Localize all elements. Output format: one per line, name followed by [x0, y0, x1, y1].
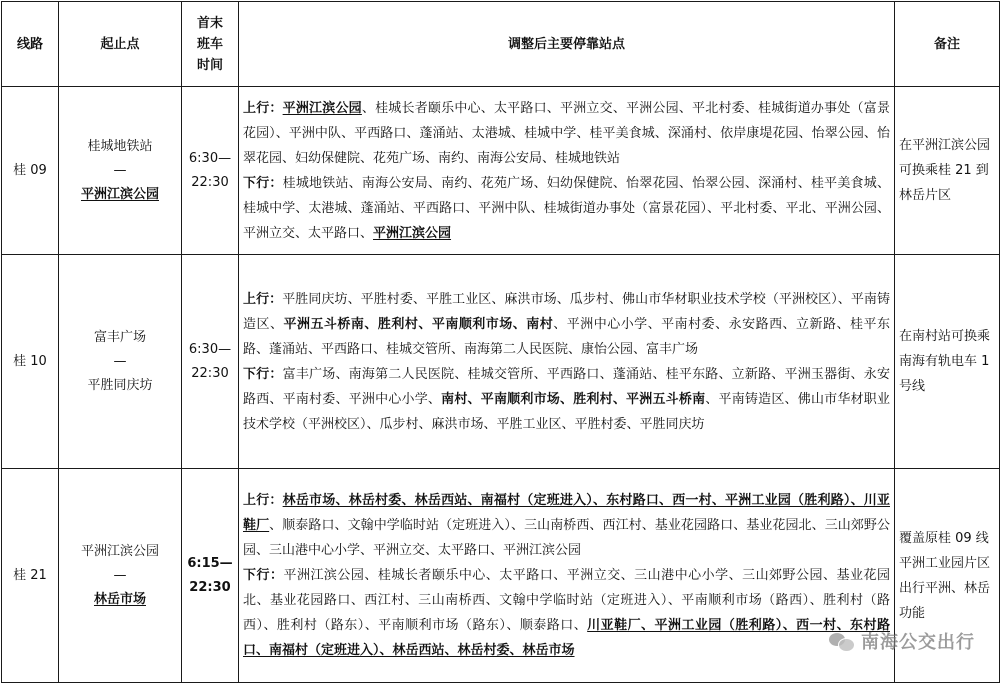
down-direction	[243, 171, 890, 246]
up-direction	[243, 287, 890, 362]
dash: —	[113, 353, 127, 369]
table-row	[2, 255, 1000, 469]
up-stops	[243, 101, 890, 166]
stop-text: 、桂城长者颐乐中心、太平路口、平洲立交、平洲公园、平北村委、桂城街道办事处（富景花园）、平洲中队、平西路口、蓬涌站、太港城、桂城中学、桂平美食城、深涌村、依岸康堤花园、怡翠公园、怡翠花园、妇幼保健院、花苑广场、南约、南海公安局、桂城地铁站	[243, 100, 890, 166]
start-stop: 平洲江滨公园	[80, 543, 159, 559]
down-stops	[243, 176, 890, 241]
dash: —	[113, 567, 127, 583]
down-stops	[243, 367, 890, 432]
stop-text: 平胜同庆坊、平胜村委、平胜工业区、麻洪市场、瓜步村、佛山市华材职业技术学校（平洲校区）、平南铸造区、	[243, 291, 890, 332]
stop-text: 平洲江滨公园、桂城长者颐乐中心、太平路口、平洲立交、三山港中心小学、三山郊野公园、基业花园北、基业花园路口、西江村、三山南桥西、文翰中学临时站（定班进入）、平南顺利市场（路西）、胜利村（路西）、胜利村（路东）、平南顺利市场（路东）、顺泰路口、	[243, 568, 890, 633]
time-cell	[182, 469, 239, 683]
up-label: 上行：	[243, 100, 283, 116]
header-times-line: 首末	[196, 15, 223, 31]
down-label: 下行：	[243, 175, 283, 191]
route-cell: 桂 09	[2, 87, 59, 255]
remark-cell: 覆盖原桂 09 线平洲工业园片区出行平洲、林岳功能	[895, 469, 1000, 683]
down-label: 下行：	[243, 568, 284, 583]
header-times	[182, 2, 239, 87]
end-stop: 林岳市场	[93, 591, 146, 607]
wechat-icon	[829, 631, 855, 651]
last-time: 22:30	[191, 365, 229, 381]
key-stop-text: 南村、平南顺利市场、胜利村、平洲五斗桥南	[441, 391, 706, 407]
key-stop-text: 川亚鞋厂、平洲工业园（胜利路）、西一村、东村路口、南福村（定班进入）、林岳西站、林岳村委、林岳市场	[243, 618, 890, 658]
stop-text: 、顺泰路口、文翰中学临时站（定班进入）、三山南桥西、西江村、基业花园路口、基业花园北、三山郊野公园、三山港中心小学、平洲立交、太平路口、平洲江滨公园	[243, 518, 890, 558]
table-header-row	[2, 2, 1000, 87]
endpoints-cell	[59, 255, 182, 469]
start-stop: 富丰广场	[93, 329, 146, 345]
key-stop-text: 平洲五斗桥南、胜利村、平南顺利市场、南村	[283, 316, 554, 332]
down-direction	[243, 362, 890, 437]
first-time: 6:15—	[187, 555, 233, 571]
down-direction	[243, 563, 890, 663]
stop-text: 富丰广场、南海第二人民医院、桂城交管所、平西路口、蓬涌站、桂平东路、立新路、平洲玉器街、永安路西、平南村委、平洲中心小学、	[243, 366, 890, 407]
stops-cell	[239, 469, 895, 683]
header-times-line: 时间	[196, 57, 223, 73]
stops-cell	[239, 255, 895, 469]
key-stop-text: 平洲江滨公园	[373, 225, 452, 241]
key-stop-text: 平洲江滨公园	[282, 100, 362, 116]
end-stop: 平洲江滨公园	[80, 186, 159, 202]
bus-route-table	[1, 1, 1000, 683]
time-cell	[182, 255, 239, 469]
endpoints-cell	[59, 87, 182, 255]
first-time: 6:30—	[188, 341, 232, 357]
watermark-text: 南海公交出行	[861, 632, 975, 653]
end-stop: 平胜同庆坊	[87, 377, 153, 393]
stop-text: 、平洲中心小学、平南村委、永安路西、立新路、桂平东路、蓬涌站、平西路口、桂城交管所、南海第二人民医院、康怡公园、富丰广场	[243, 316, 890, 357]
route-cell: 桂 10	[2, 255, 59, 469]
up-stops	[243, 493, 890, 558]
up-direction	[243, 488, 890, 563]
down-label: 下行：	[243, 366, 283, 382]
down-stops	[243, 568, 890, 658]
up-direction	[243, 96, 890, 171]
header-stops: 调整后主要停靠站点	[239, 2, 895, 87]
header-route: 线路	[2, 2, 59, 87]
first-time: 6:30—	[188, 150, 232, 166]
stop-text: 、平南铸造区、佛山市华材职业技术学校（平洲校区）、瓜步村、麻洪市场、平胜工业区、平胜村委、平胜同庆坊	[243, 391, 890, 432]
up-label: 上行：	[243, 493, 283, 508]
watermark	[829, 628, 975, 654]
endpoints-cell	[59, 469, 182, 683]
stops-cell	[239, 87, 895, 255]
up-stops	[243, 292, 890, 357]
last-time: 22:30	[191, 174, 229, 190]
route-cell: 桂 21	[2, 469, 59, 683]
key-stop-text: 林岳市场、林岳村委、林岳西站、南福村（定班进入）、东村路口、西一村、平洲工业园（胜利路）、川亚鞋厂	[243, 493, 890, 533]
header-endpoints: 起止点	[59, 2, 182, 87]
remark-cell: 在南村站可换乘南海有轨电车 1 号线	[895, 255, 1000, 469]
time-cell	[182, 87, 239, 255]
start-stop: 桂城地铁站	[87, 138, 153, 154]
up-label: 上行：	[243, 291, 283, 307]
header-remark: 备注	[895, 2, 1000, 87]
header-times-line: 班车	[196, 36, 223, 52]
last-time: 22:30	[189, 579, 231, 595]
stop-text: 桂城地铁站、南海公安局、南约、花苑广场、妇幼保健院、怡翠花园、怡翠公园、深涌村、桂平美食城、桂城中学、太港城、蓬涌站、平西路口、平洲中队、桂城街道办事处（富景花园）、平北村委、平北、平洲公园、平洲立交、太平路口、	[243, 175, 890, 241]
dash: —	[113, 162, 127, 178]
table-row	[2, 87, 1000, 255]
remark-cell: 在平洲江滨公园可换乘桂 21 到林岳片区	[895, 87, 1000, 255]
